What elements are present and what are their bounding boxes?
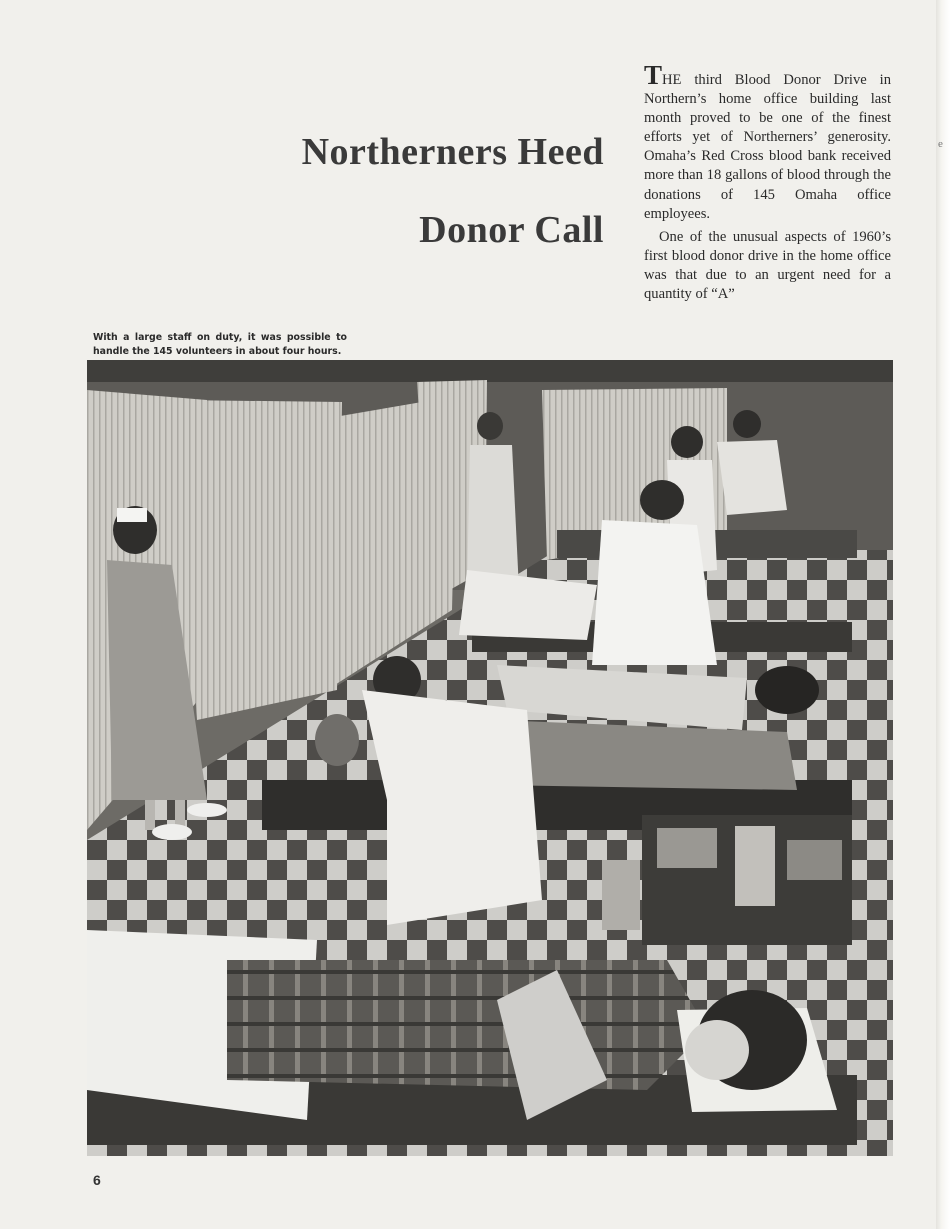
article-paragraph-2: One of the unusual aspects of 1960’s first blood donor drive in the home office was that due to an urgent need for a quantity of “A” [644, 228, 891, 303]
blood-drive-photo [87, 360, 893, 1156]
page-edge [936, 0, 950, 1229]
margin-fragment: e [938, 138, 943, 150]
article-body [644, 60, 891, 304]
page-number: 6 [93, 1172, 101, 1188]
paragraph-1-text: HE third Blood Donor Drive in Northern’s home office building last month proved to be one of the finest efforts yet of Northerners’ generosity. Omaha’s Red Cross blood bank received more than 18 gallons of blood through the donations of 145 Omaha office employees. [644, 72, 891, 222]
photo-caption: With a large staff on duty, it was possible to handle the 145 volunteers in about four hours. [93, 332, 347, 357]
drop-cap: T [644, 60, 663, 90]
headline-line-1: Northerners Heed [301, 131, 604, 173]
article-paragraph-1 [644, 60, 891, 224]
headline-line-2: Donor Call [419, 209, 604, 251]
